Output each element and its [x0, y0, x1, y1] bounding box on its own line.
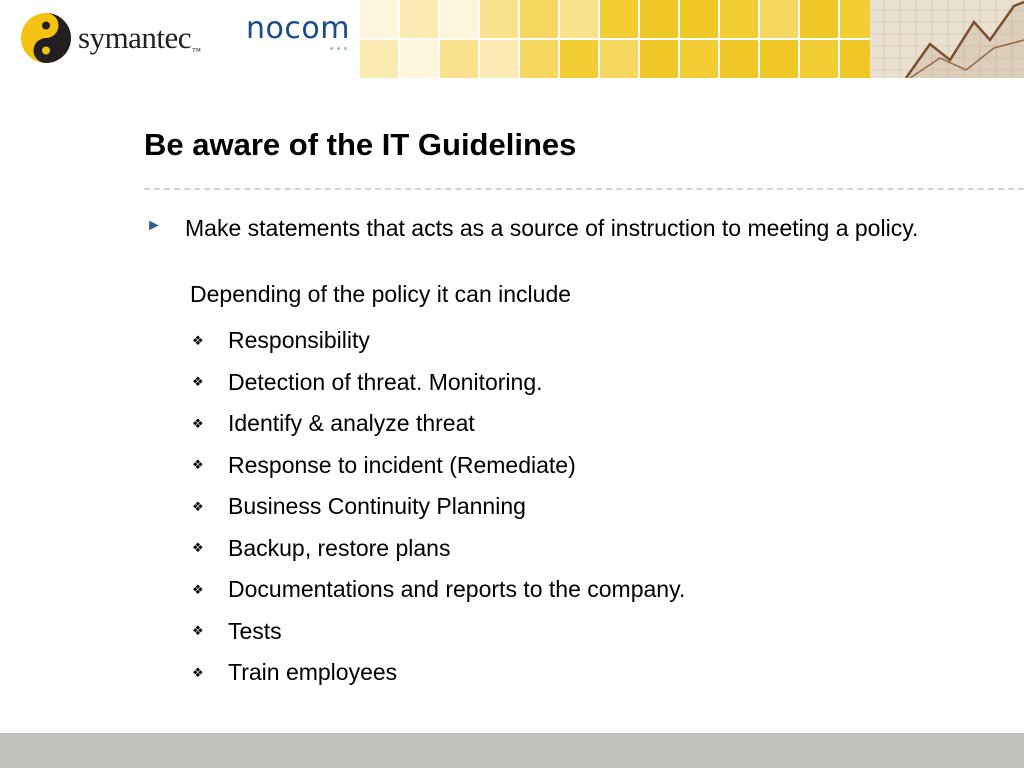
- header-tile: [560, 0, 598, 38]
- intro-text: Depending of the policy it can include: [190, 281, 572, 307]
- header-tile: [720, 0, 758, 38]
- symantec-swirl-icon: [20, 12, 72, 64]
- diamond-bullet-icon: ❖: [192, 540, 204, 556]
- header-tile: [520, 0, 558, 38]
- header-tile: [800, 0, 838, 38]
- header-tile: [760, 40, 798, 78]
- diamond-bullet-icon: ❖: [192, 498, 204, 514]
- list-item: [190, 403, 685, 445]
- diamond-bullet-icon: ❖: [192, 457, 204, 473]
- list-item: [190, 320, 685, 362]
- list-item: [190, 528, 685, 570]
- header-tile: [400, 40, 438, 78]
- chart-graphic-icon: [870, 0, 1024, 78]
- list-item: [190, 445, 685, 487]
- list-item-label: Tests: [228, 617, 282, 644]
- header-tile: [680, 40, 718, 78]
- header-tile: [480, 40, 518, 78]
- header-tile: [640, 40, 678, 78]
- list-item-label: Identify & analyze threat: [228, 410, 475, 437]
- bullet-arrow-icon: ►: [146, 217, 162, 234]
- header-tile: [360, 0, 398, 38]
- list-item: [190, 362, 685, 404]
- header-tile: [440, 40, 478, 78]
- diamond-bullet-icon: ❖: [192, 623, 204, 639]
- list-item: [190, 486, 685, 528]
- header-tile: [520, 40, 558, 78]
- title-divider: [144, 188, 1024, 190]
- nocom-wordmark: nocom: [246, 11, 350, 46]
- header-tile: [680, 0, 718, 38]
- list-item-label: Detection of threat. Monitoring.: [228, 368, 543, 395]
- header-tile: [440, 0, 478, 38]
- diamond-bullet-icon: ❖: [192, 664, 204, 680]
- header-tile: [360, 40, 398, 78]
- list-item: [190, 611, 685, 653]
- list-item-label: Business Continuity Planning: [228, 493, 526, 520]
- list-item-label: Train employees: [228, 659, 398, 686]
- list-item-label: Documentations and reports to the company.: [228, 576, 686, 603]
- list-item-label: Responsibility: [228, 327, 370, 354]
- header-tile-pattern: [360, 0, 920, 78]
- header-tile: [800, 40, 838, 78]
- list-item: [190, 569, 685, 611]
- header-banner: [0, 0, 1024, 78]
- header-tile: [720, 40, 758, 78]
- main-bullet: [146, 213, 946, 243]
- main-bullet-text: Make statements that acts as a source of instruction to meeting a policy.: [185, 215, 919, 241]
- list-item-label: Response to incident (Remediate): [228, 451, 576, 478]
- list-item: [190, 652, 685, 694]
- symantec-logo: [20, 12, 200, 64]
- header-tile: [560, 40, 598, 78]
- diamond-bullet-icon: ❖: [192, 374, 204, 390]
- header-tile: [760, 0, 798, 38]
- header-tile: [600, 40, 638, 78]
- nocom-dots: [330, 47, 347, 50]
- symantec-wordmark: symantec™: [78, 20, 201, 56]
- header-tile: [600, 0, 638, 38]
- header-tile: [400, 0, 438, 38]
- nocom-logo: [246, 11, 350, 46]
- diamond-bullet-icon: ❖: [192, 332, 204, 348]
- diamond-bullet-icon: ❖: [192, 581, 204, 597]
- header-tile: [480, 0, 518, 38]
- header-tile: [640, 0, 678, 38]
- guideline-list: [190, 320, 685, 694]
- footer-bar: [0, 733, 1024, 768]
- page-title: Be aware of the IT Guidelines: [144, 127, 577, 162]
- diamond-bullet-icon: ❖: [192, 415, 204, 431]
- list-item-label: Backup, restore plans: [228, 534, 451, 561]
